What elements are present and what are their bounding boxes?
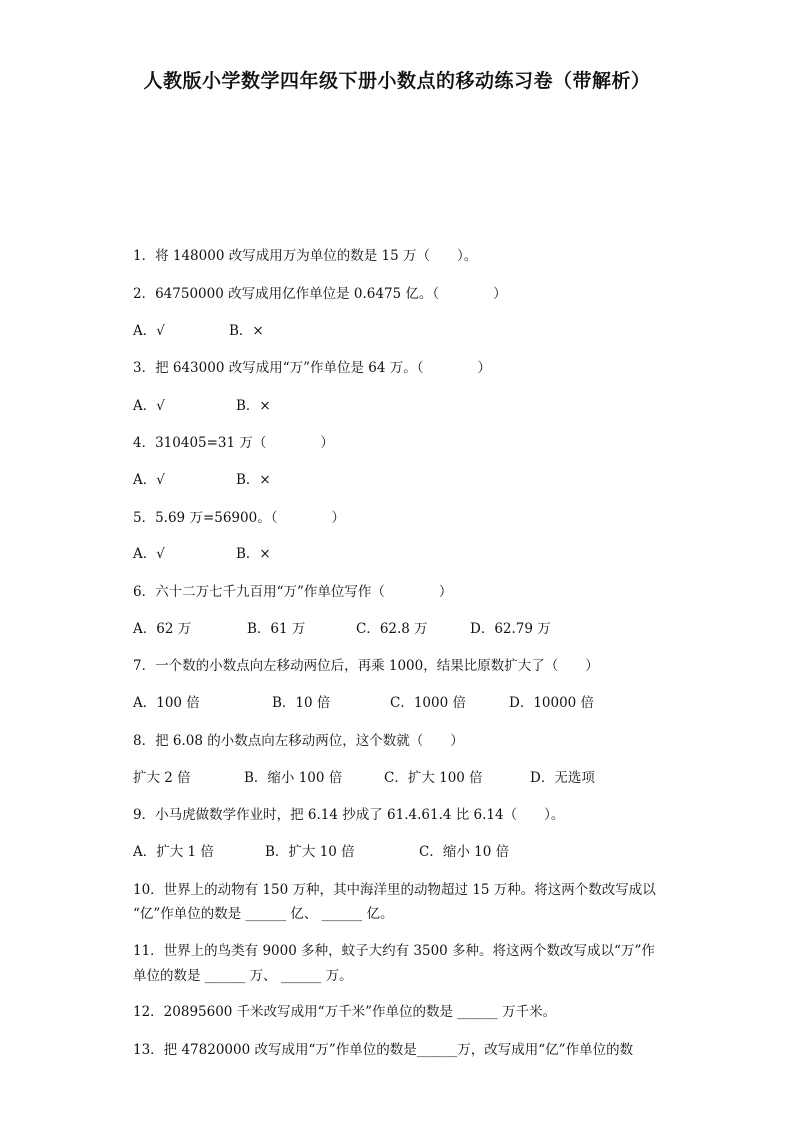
- question-1: 1．将 148000 改写成用万为单位的数是 15 万（ ）。: [133, 248, 478, 264]
- question-10: 10．世界上的动物有 150 万种，其中海洋里的动物超过 15 万种。将这两个数改写成以: [133, 882, 656, 898]
- q6-option-d[interactable]: D．62.79 万: [470, 621, 551, 637]
- q6-option-c[interactable]: C．62.8 万: [356, 621, 428, 637]
- question-5: 5．5.69 万=56900。（ ）: [133, 510, 345, 526]
- question-9: 9．小马虎做数学作业时，把 6.14 抄成了 61.4.61.4 比 6.14（ ）。: [133, 807, 565, 823]
- q6-option-b[interactable]: B．61 万: [247, 621, 306, 637]
- q3-option-b[interactable]: B．×: [236, 398, 271, 414]
- question-13: 13．把 47820000 改写成用“万”作单位的数是______万，改写成用“亿”作单位的数: [133, 1042, 634, 1058]
- q7-option-d[interactable]: D．10000 倍: [509, 695, 595, 711]
- question-4: 4．310405=31 万（ ）: [133, 435, 334, 451]
- q8-option-c[interactable]: C．扩大 100 倍: [384, 770, 483, 786]
- q9-option-a[interactable]: A．扩大 1 倍: [133, 844, 214, 860]
- q8-option-b[interactable]: B．缩小 100 倍: [244, 770, 343, 786]
- question-10-line-2: “亿”作单位的数是 ______ 亿、 ______ 亿。: [133, 906, 394, 922]
- question-7: 7．一个数的小数点向左移动两位后，再乘 1000，结果比原数扩大了（ ）: [133, 658, 599, 674]
- question-11-line-2: 单位的数是 ______ 万、 ______ 万。: [133, 968, 353, 984]
- q4-option-b[interactable]: B．×: [236, 472, 271, 488]
- q7-option-b[interactable]: B．10 倍: [272, 695, 331, 711]
- q7-option-a[interactable]: A．100 倍: [133, 695, 200, 711]
- q8-option-a[interactable]: 扩大 2 倍: [133, 770, 191, 786]
- q2-option-a[interactable]: A．√: [133, 323, 165, 339]
- question-2: 2．64750000 改写成用亿作单位是 0.6475 亿。（ ）: [133, 286, 507, 302]
- q4-option-a[interactable]: A．√: [133, 472, 165, 488]
- q9-option-c[interactable]: C．缩小 10 倍: [419, 844, 510, 860]
- question-11: 11．世界上的鸟类有 9000 多种，蚊子大约有 3500 多种。将这两个数改写成以“万”作: [133, 943, 655, 959]
- question-8: 8．把 6.08 的小数点向左移动两位，这个数就（ ）: [133, 733, 464, 749]
- q9-option-b[interactable]: B．扩大 10 倍: [265, 844, 355, 860]
- q2-option-b[interactable]: B．×: [229, 323, 264, 339]
- question-3: 3．把 643000 改写成用“万”作单位是 64 万。（ ）: [133, 360, 492, 376]
- q8-option-d[interactable]: D．无选项: [530, 770, 595, 786]
- page-title: 人教版小学数学四年级下册小数点的移动练习卷（带解析）: [143, 70, 651, 92]
- q5-option-a[interactable]: A．√: [133, 546, 165, 562]
- q7-option-c[interactable]: C．1000 倍: [390, 695, 466, 711]
- q3-option-a[interactable]: A．√: [133, 398, 165, 414]
- question-6: 6．六十二万七千九百用“万”作单位写作（ ）: [133, 584, 453, 600]
- q6-option-a[interactable]: A．62 万: [133, 621, 192, 637]
- question-12: 12．20895600 千米改写成用“万千米”作单位的数是 ______ 万千米。: [133, 1004, 557, 1020]
- q5-option-b[interactable]: B．×: [236, 546, 271, 562]
